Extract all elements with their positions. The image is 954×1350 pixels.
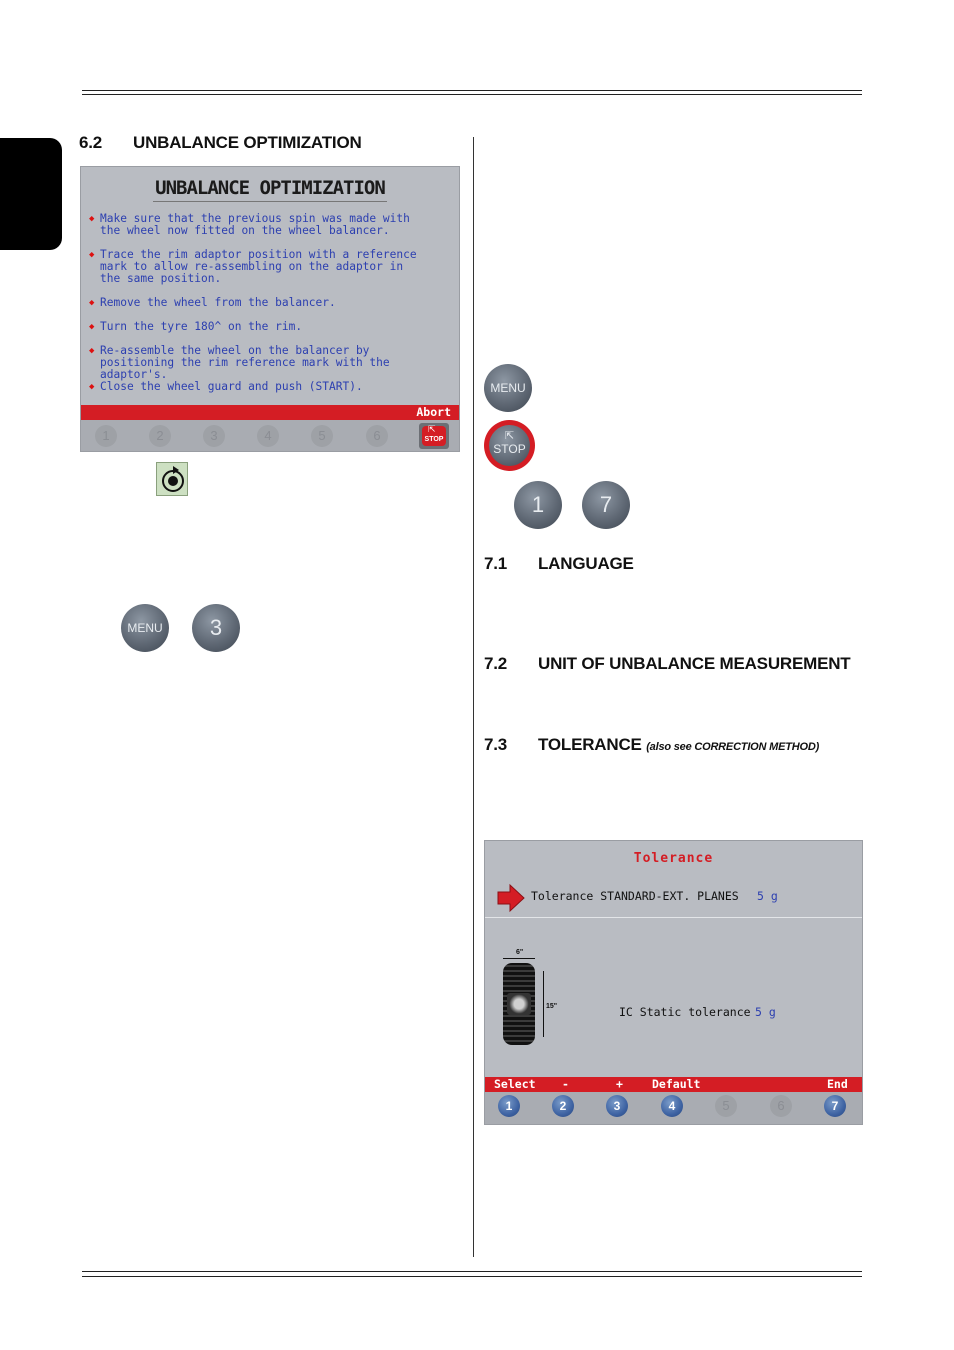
stop-label: STOP bbox=[493, 442, 526, 456]
section-title: UNIT OF UNBALANCE MEASUREMENT bbox=[538, 654, 851, 673]
footer-rule-bottom bbox=[82, 1276, 862, 1277]
function-button-2[interactable]: 2 bbox=[149, 425, 171, 447]
section-title: TOLERANCE bbox=[538, 735, 642, 754]
header-rule-top bbox=[82, 90, 862, 91]
list-item: ◆ Re-assemble the wheel on the balancer by positioning the rim reference mark with the adaptor's. bbox=[89, 344, 390, 381]
function-button-2[interactable]: 2 bbox=[552, 1095, 574, 1117]
section-7-2-heading bbox=[484, 654, 850, 674]
instruction-list bbox=[89, 213, 429, 393]
function-button-6[interactable]: 6 bbox=[770, 1095, 792, 1117]
number-1-button[interactable]: 1 bbox=[514, 481, 562, 529]
list-item: ◆ Trace the rim adaptor position with a reference mark to allow re-assembling on the adaptor in the same position. bbox=[89, 248, 417, 285]
default-label[interactable]: Default bbox=[652, 1077, 701, 1091]
abort-label[interactable]: Abort bbox=[416, 405, 451, 419]
button-bar bbox=[485, 1092, 862, 1124]
selection-arrow-icon bbox=[497, 883, 525, 913]
function-button-4[interactable]: 4 bbox=[257, 425, 279, 447]
list-item: ◆ Close the wheel guard and push (START). bbox=[89, 380, 363, 393]
function-button-7[interactable]: 7 bbox=[824, 1095, 846, 1117]
list-item: ◆ Make sure that the previous spin was made with the wheel now fitted on the wheel balancer. bbox=[89, 212, 410, 237]
function-button-5[interactable]: 5 bbox=[311, 425, 333, 447]
unbalance-optimization-screen bbox=[80, 166, 460, 452]
bullet-icon: ◆ bbox=[89, 250, 95, 260]
tyre-height-label: 15" bbox=[546, 1003, 558, 1010]
tolerance-standard-value: 5 g bbox=[757, 889, 778, 903]
tolerance-standard-row[interactable] bbox=[531, 889, 739, 903]
function-button-6[interactable]: 6 bbox=[366, 425, 388, 447]
list-item: ◆ Turn the tyre 180^ on the rim. bbox=[89, 320, 303, 333]
bullet-icon: ◆ bbox=[89, 382, 95, 392]
spin-dot bbox=[168, 476, 178, 486]
stop-button-face bbox=[489, 425, 530, 466]
tyre-width-dimension bbox=[503, 958, 535, 959]
chapter-tab bbox=[0, 138, 62, 250]
number-7-button[interactable]: 7 bbox=[582, 481, 630, 529]
section-7-1-heading bbox=[484, 554, 634, 574]
ic-static-tolerance-value: 5 g bbox=[755, 1005, 776, 1019]
section-title: UNBALANCE OPTIMIZATION bbox=[133, 133, 362, 152]
spin-arrow-tip bbox=[173, 466, 179, 474]
function-bar bbox=[485, 1077, 862, 1092]
select-label[interactable]: Select bbox=[494, 1077, 536, 1091]
arrow-up-left-icon: ⇱ bbox=[504, 430, 515, 442]
tyre-width-label: 6" bbox=[516, 949, 524, 956]
bullet-icon: ◆ bbox=[89, 298, 95, 308]
function-button-1[interactable]: 1 bbox=[95, 425, 117, 447]
function-button-5[interactable]: 5 bbox=[715, 1095, 737, 1117]
tyre-height-dimension bbox=[543, 971, 544, 1037]
section-number: 7.1 bbox=[484, 554, 508, 573]
screen-separator bbox=[485, 917, 862, 918]
function-bar bbox=[81, 405, 459, 420]
bullet-icon: ◆ bbox=[89, 214, 95, 224]
section-title: LANGUAGE bbox=[538, 554, 634, 573]
minus-label[interactable]: - bbox=[562, 1077, 569, 1091]
section-number: 6.2 bbox=[79, 133, 103, 152]
section-6-2-heading bbox=[79, 133, 362, 153]
function-button-1[interactable]: 1 bbox=[498, 1095, 520, 1117]
section-note: (also see CORRECTION METHOD) bbox=[646, 741, 820, 753]
function-button-3[interactable]: 3 bbox=[203, 425, 225, 447]
ic-static-tolerance-label: IC Static tolerance bbox=[619, 1005, 751, 1019]
stop-button[interactable] bbox=[419, 423, 449, 449]
spin-icon bbox=[156, 462, 188, 496]
button-bar bbox=[81, 420, 459, 451]
tyre-icon bbox=[503, 963, 535, 1045]
tolerance-screen bbox=[484, 840, 863, 1125]
tyre-hub bbox=[507, 993, 531, 1015]
bullet-icon: ◆ bbox=[89, 322, 95, 332]
end-label[interactable]: End bbox=[827, 1077, 848, 1091]
column-divider bbox=[473, 137, 474, 1257]
section-7-3-heading bbox=[484, 735, 819, 755]
number-3-button[interactable]: 3 bbox=[192, 604, 240, 652]
menu-button[interactable]: MENU bbox=[121, 604, 169, 652]
arrow-up-left-icon: ⇱ bbox=[428, 424, 436, 434]
bullet-icon: ◆ bbox=[89, 346, 95, 356]
stop-label: STOP bbox=[422, 426, 446, 446]
stop-button[interactable] bbox=[484, 420, 535, 471]
header-rule-bottom bbox=[82, 94, 862, 95]
function-button-3[interactable]: 3 bbox=[606, 1095, 628, 1117]
section-number: 7.2 bbox=[484, 654, 508, 673]
screen-title: Tolerance bbox=[633, 851, 714, 866]
screen-title: UNBALANCE OPTIMIZATION bbox=[81, 177, 459, 202]
menu-button[interactable]: MENU bbox=[484, 364, 532, 412]
plus-label[interactable]: + bbox=[616, 1077, 623, 1091]
footer-rule-top bbox=[82, 1271, 862, 1272]
section-number: 7.3 bbox=[484, 735, 508, 754]
function-button-4[interactable]: 4 bbox=[661, 1095, 683, 1117]
list-item: ◆ Remove the wheel from the balancer. bbox=[89, 296, 336, 309]
tolerance-standard-label: Tolerance STANDARD-EXT. PLANES bbox=[531, 889, 739, 903]
